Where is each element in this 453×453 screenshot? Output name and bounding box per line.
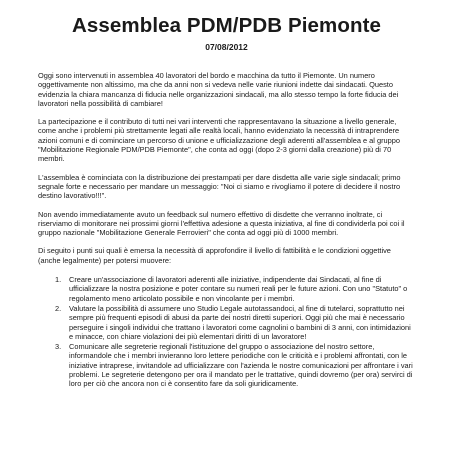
list-item-text: Comunicare alle segreterie regionali l'istituzione del gruppo o associazione del nostro settore, informandole che i membri invieranno loro lettere periodiche con le criticità e i problemi affrontati, con le iniziative intraprese, invitandole ad ufficializzare con l'azienda le nostre comunicazioni per affrontare i vari problemi. Le segreterie detengono per ora il mandato per le trattative, quindi dovremo (per ora) servirci di loro per ciò che ancora non ci è consentito fare da soli giuridicamente. [69,342,413,389]
list-item [55,342,415,389]
paragraph: Non avendo immediatamente avuto un feedback sul numero effettivo di disdette che verranno inoltrate, ci riserviamo di monitorare nei prossimi giorni l'effettiva adesione a questa iniziativa, al fine di condividerla poi coi il gruppo nazionale "Mobilitazione Generale Ferrovieri" che conta ad oggi più di 1000 membri. [38,209,405,238]
list-item-text: Creare un'associazione di lavoratori aderenti alle iniziative, indipendente dai Sindacati, al fine di ufficializzare la nostra posizione e poter contare su numeri reali per le future azioni. Con uno "Statuto" o regolamento meno articolato possibile e non vincolante per i membri. [69,275,408,303]
paragraph: Oggi sono intervenuti in assemblea 40 lavoratori del bordo e macchina da tutto il Piemonte. Un numero oggettivamente non altissimo, ma che da anni non si vedeva nelle varie riunioni indette dai sindacati. Questo evidenzia la chiara mancanza di fiducia nelle organizzazioni sindacali, ma allo stesso tempo la forte fiducia dei lavoratori nella possibilità di cambiare! [38,71,399,108]
list-item-number: 3. [55,342,62,352]
list-item [55,303,415,341]
paragraph: L'assemblea è cominciata con la distribuzione dei prestampati per dare disdetta alle varie sigle sindacali; primo segnale forte e necessario per mandare un messaggio: "Noi ci siamo e rivogliamo il potere di decidere il nostro destino lavorativo!!!". [38,172,401,201]
list-item-number: 2. [55,303,62,313]
document-title: Assemblea PDM/PDB Piemonte [71,14,382,37]
paragraph: Di seguito i punti sui quali è emersa la necessità di approfondire il livello di fattibilità e le condizioni oggettive (anche legalmente) per potersi muovere: [38,246,391,265]
list-item-number: 1. [55,275,62,285]
numbered-list [38,275,415,389]
paragraph: La partecipazione e il contributo di tutti nei vari interventi che rappresentavano la situazione a livello generale, come anche i problemi più strettamente legati alle realtà locali, hanno evidenziato la necessità di intraprendere azioni comuni e di cominciare un percorso di unione e ufficializzazione degli aderenti all'assemblea e al gruppo "Mobilitazione Regionale PDM/PDB Piemonte", che conta ad oggi (dopo 2-3 giorni dalla creazione) più di 70 membri. [38,117,400,164]
list-item-text: Valutare la possibilità di assumere uno Studio Legale autotassandoci, al fine di tutelarci, soprattutto nei sempre più frequenti episodi di abusi da parte dei nostri diretti superiori. Oggi più che mai è necessario perseguire i singoli individui che trattano i lavoratori come cagnolini o bambini di 3 anni, con intimidazioni e minacce, con chiare violazioni dei più elementari diritti di un lavoratore! [69,303,411,341]
list-item [55,275,415,303]
document-body [38,71,415,389]
document-date: 07/08/2012 [205,42,248,52]
